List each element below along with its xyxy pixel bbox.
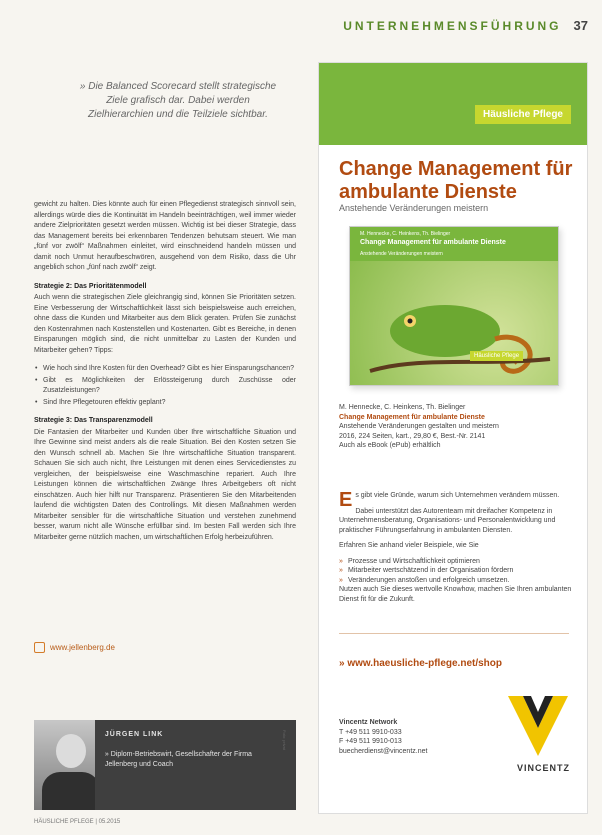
contact-email[interactable]: buecherdienst@vincentz.net [339,747,428,755]
book-cover-logo: Häusliche Pflege [470,351,523,361]
shop-link-text[interactable]: www.haeusliche-pflege.net/shop [347,658,502,669]
shop-link[interactable]: » www.haeusliche-pflege.net/shop [339,658,502,669]
book-cover [349,226,559,386]
book-authors: M. Hennecke, C. Heinkens, Th. Bielinger [339,404,466,411]
brand-logo: Häusliche Pflege [475,105,571,124]
book-subtitle: Anstehende Veränderungen gestalten und meistern [339,423,499,430]
book-details: 2016, 224 Seiten, kart., 29,80 €, Best.-Nr. 2141 [339,432,486,440]
author-photo [34,720,95,810]
ad-bullet: » Veränderungen anstoßen und erfolgreich umsetzen. [339,576,575,586]
chameleon-icon [350,261,558,386]
strategy-2-bullets [34,364,296,408]
web-link[interactable] [34,642,115,653]
bullet-item: • Gibt es Möglichkeiten der Erlössteigerung durch Zuschüsse oder Zusatzleistungen? [34,376,296,397]
article-body [34,200,296,551]
book-title: Change Management für ambulante Dienste [339,413,485,421]
bullet-item: • Wie hoch sind Ihre Kosten für den Overhead? Gibt es hier Einsparungschancen? [34,364,296,375]
book-cover-title: Change Management für ambulante Dienste [360,239,506,246]
page-header [343,18,588,33]
strategy-3-heading: Strategie 3: Das Transparenzmodell [34,417,153,424]
page-footer: HÄUSLICHE PFLEGE | 05.2015 [34,819,121,825]
book-cover-authors: M. Hennecke, C. Heinkens, Th. Bielinger [360,231,451,237]
author-info [95,720,296,810]
contact-name: Vincentz Network [339,719,398,726]
book-ebook: Auch als eBook (ePub) erhältlich [339,442,441,449]
link-icon [34,642,45,653]
photo-body [42,772,95,810]
section-title: UNTERNEHMENSFÜHRUNG [343,18,562,33]
book-cover-header [350,227,558,261]
ad-bullets [339,557,575,586]
ad-text-3: Nutzen auch Sie dieses wertvolle Knowhow, machen Sie Ihren ambulanten Dienst fit für die Zukunft. [339,586,572,603]
ad-bullet: » Prozesse und Wirtschaftlichkeit optimieren [339,557,575,567]
ad-text-1: Dabei unterstützt das Autorenteam mit dreifacher Kompetenz in Unternehmensberatung, Organisations- und Personalentwicklung und praktischer Führungserfahrung in ambulanten Diensten. [339,507,556,534]
ad-text-2: Erfahren Sie anhand vieler Beispiele, wie Sie [339,542,479,549]
author-name: JÜRGEN LINK [104,731,164,738]
ad-copy [339,491,575,610]
contact-info [339,718,427,756]
strategy-3-text: Die Fantasien der Mitarbeiter und Kunden über Ihre wirtschaftliche Situation und Ihre Gewinne sind meist anders als die reale Situation. Bei den Kosten setzen Sie den Wunsch schnell ab. Machen Sie Ihre wirtschaftliche Situation transparent. Schauen Sie sich auch nicht, Ihre Leistungen mit denen eines Servicedienstes zu vergleichen, der beispielsweise eine Waschmaschine repariert. Auch Ihre Leistungen können die wirtschaftlichen Zwänge Ihres Arbeitgebers oft nicht einschätzen. Auch hier hilft nur Transparenz. Präsentieren Sie den Mitarbeitenden laufend die wichtigsten Daten des Controllings. Mit diesen Maßnahmen werden Mitarbeiter sensibler für die wirtschaftliche Situation und verstehen zunehmend besser, warum nicht alle Wünsche erfüllbar sind. Im besten Fall werden sich Ihre Mitarbeiter gerne nützlich machen, um wirtschaftlichen Erfolg herbeizuführen. [34,428,296,541]
book-info [339,403,559,451]
author-box [34,720,296,810]
bullet-item: • Sind Ihre Pflegetouren effektiv geplant? [34,398,296,409]
pull-quote: » Die Balanced Scorecard stellt strategische Ziele grafisch dar. Dabei werden Zielhierarchien und die Teilziele sichtbar. [79,81,277,120]
book-cover-subtitle: Anstehende Veränderungen meistern [360,251,443,257]
photo-head [56,734,86,768]
divider [339,633,569,634]
chameleon-illustration [350,261,558,386]
ad-subheadline: Anstehende Veränderungen meistern [339,203,489,213]
strategy-2-heading: Strategie 2: Das Prioritätenmodell [34,282,147,290]
drop-cap: E [339,489,353,511]
ad-lead: Es gibt viele Gründe, warum sich Unternehmen verändern müssen. [339,489,560,511]
contact-fax: F +49 511 9910-013 [339,738,402,745]
book-advertisement [318,62,588,814]
page-number: 37 [573,18,588,33]
web-link-text[interactable]: www.jellenberg.de [50,643,115,652]
strategy-2-text: Auch wenn die strategischen Ziele gleichrangig sind, können Sie Prioritäten setzen. Eine Verbesserung der Wirtschaftlichkeit lässt sich beispielsweise auch erreichen, ohne dass die Kunden und Mitarbeiter aus dem Blick geraten. Prüfen Sie zunächst den Kostenrahmen nach Kostenstellen und Kostenarten. Gibt es Bereiche, in denen Einsparungen möglich sind, die nicht unmittelbar zu Lasten der Kunden und Mitarbeiter gehen? Tipps: [34,294,296,354]
author-description: » Diplom-Betriebswirt, Gesellschafter der Firma Jellenberg und Coach [104,751,252,768]
ad-bullet: » Mitarbeiter wertschätzend in der Organisation fördern [339,566,575,576]
vendor-logo-text: VINCENTZ [517,763,570,773]
contact-phone: T +49 511 9910-033 [339,728,402,736]
intro-paragraph: gewicht zu halten. Dies könnte auch für einen Pflegedienst strategisch sinnvoll sein, allerdings würde dies die Kontinuität im Handeln beeinträchtigen, weil immer wieder andere Zielprioritäten gesetzt werden müssen. Wichtig ist bei dieser Strategie, dass das Management bereits bei erkennbaren Tendenzen behutsam steuert. Wie man „fünf vor zwölf“ Maßnahmen einleitet, wird einschneidend handeln müssen und damit noch Unmut heraufbeschwören, ausgehend von dem Risiko, dass die Uhr angeblich schon „fünf nach zwölf“ zeigt. [34,201,296,271]
photo-credit: Foto: privat [282,730,287,751]
ad-banner [319,63,587,145]
ad-headline: Change Management für ambulante Dienste [339,158,573,203]
